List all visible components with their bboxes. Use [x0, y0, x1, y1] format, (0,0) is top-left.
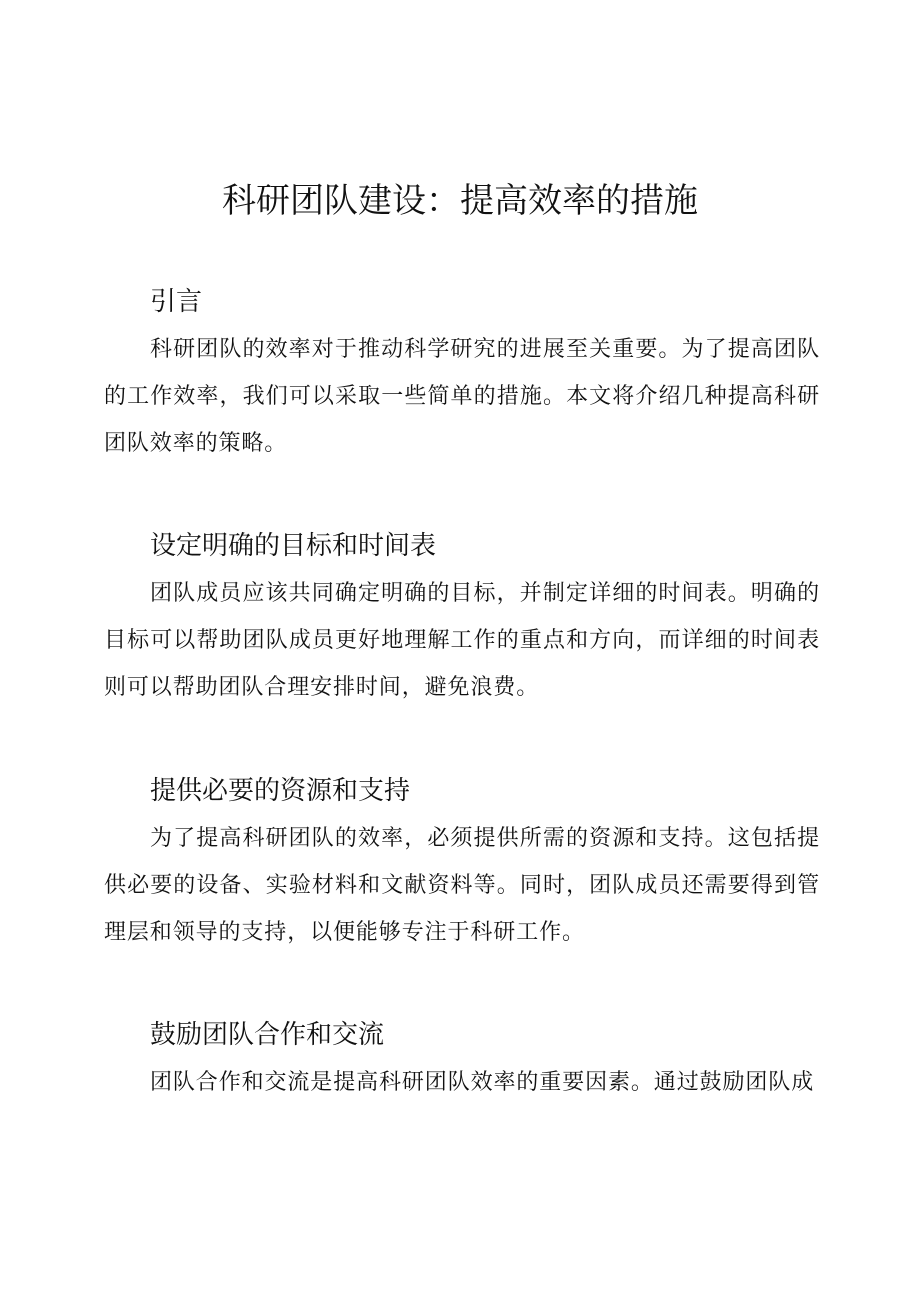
section-paragraph: 为了提高科研团队的效率，必须提供所需的资源和支持。这包括提供必要的设备、实验材料和文献资料等。同时，团队成员还需要得到管理层和领导的支持，以便能够专注于科研工作。 — [104, 826, 820, 945]
section-paragraph: 科研团队的效率对于推动科学研究的进展至关重要。为了提高团队的工作效率，我们可以采取一些简单的措施。本文将介绍几种提高科研团队效率的策略。 — [104, 337, 820, 456]
section-paragraph: 团队成员应该共同确定明确的目标，并制定详细的时间表。明确的目标可以帮助团队成员更好地理解工作的重点和方向，而详细的时间表则可以帮助团队合理安排时间，避免浪费。 — [104, 581, 820, 700]
section-introduction — [104, 282, 820, 467]
section-paragraph: 团队合作和交流是提高科研团队效率的重要因素。通过鼓励团队成 — [150, 1070, 815, 1095]
document-title: 科研团队建设：提高效率的措施 — [222, 181, 698, 221]
section-teamwork-and-communication — [104, 1015, 820, 1106]
section-resources-and-support — [104, 771, 820, 956]
section-heading: 引言 — [150, 287, 203, 317]
section-heading: 鼓励团队合作和交流 — [150, 1020, 385, 1050]
section-goals-and-timeline — [104, 526, 820, 711]
section-heading: 提供必要的资源和支持 — [150, 776, 411, 806]
section-heading: 设定明确的目标和时间表 — [150, 531, 437, 561]
